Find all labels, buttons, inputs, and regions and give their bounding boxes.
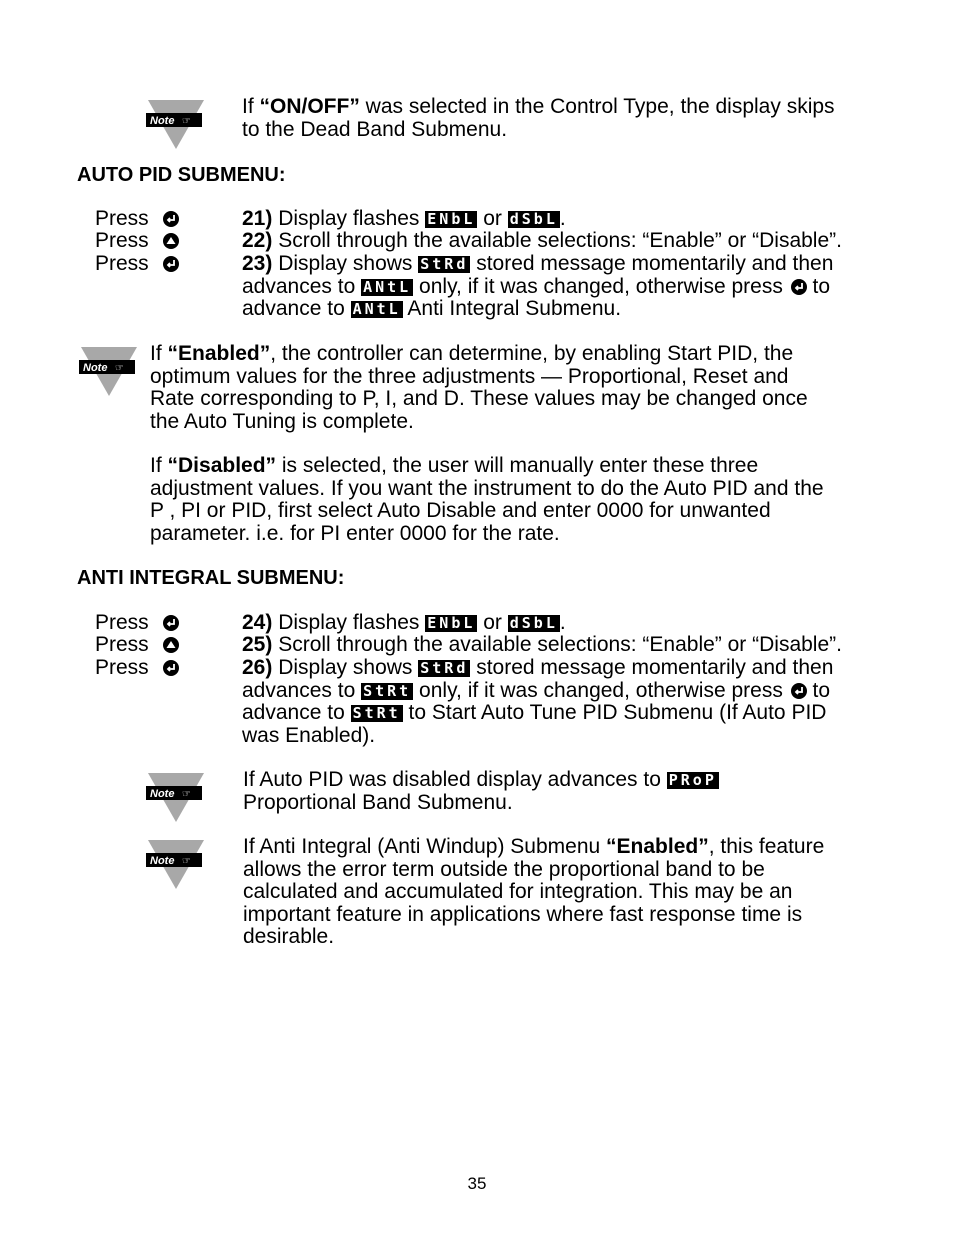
note-text: important feature in applications where fast response time is: [243, 902, 803, 926]
step-23: [242, 253, 892, 321]
lcd-display-antl: ANtL: [363, 277, 412, 296]
auto-pid-heading: AUTO PID SUBMENU:: [77, 164, 286, 186]
note-text: P , PI or PID, first select Auto Disable and enter 0000 for unwanted: [150, 499, 771, 522]
note-top-line1: was selected in the Control Type, the display skips: [359, 95, 835, 118]
step-text: Scroll through the available selections: “Enable” or “Disable”.: [272, 633, 842, 656]
enter-key-icon: [163, 615, 179, 631]
note-top-prefix: If: [242, 95, 260, 118]
step-text: advance to: [242, 701, 351, 724]
press-label: Press: [95, 207, 149, 230]
press-label: Press: [95, 229, 149, 252]
step-text: to: [806, 274, 831, 298]
step-text: Anti Integral Submenu.: [402, 297, 622, 320]
step-text: Display flashes: [272, 207, 426, 230]
enter-key-icon: [791, 683, 807, 699]
lcd-display-dsbl: dSbL: [509, 210, 558, 228]
note-icon: [79, 346, 139, 398]
step-text: to Start Auto Tune PID Submenu (If Auto PID: [402, 701, 827, 724]
step-number: 22): [242, 229, 273, 252]
lcd-display-enbl: ENbL: [427, 210, 476, 228]
step-text: only, if it was changed, otherwise press: [413, 274, 789, 298]
lcd-display-enbl: ENbL: [427, 614, 476, 632]
svg-text:☞: ☞: [182, 116, 191, 127]
lcd-display-strd: StRd: [420, 255, 469, 273]
press-enter-26: [95, 657, 179, 680]
lcd-display-strt: StRt: [363, 681, 412, 700]
lcd-display-prop: PRoP: [668, 771, 717, 789]
step-text: Display shows: [272, 252, 419, 275]
step-26: [242, 657, 892, 747]
press-enter-24: [95, 612, 179, 635]
step-text: Scroll through the available selections: “Enable” or “Disable”.: [272, 229, 842, 252]
lcd-display-antl: ANtL: [352, 300, 401, 318]
press-label: Press: [95, 633, 149, 656]
note-text: the Auto Tuning is complete.: [150, 409, 414, 433]
note-text: Rate corresponding to P, I, and D. These values may be changed once: [150, 387, 808, 410]
note-bold: “Enabled”: [606, 835, 709, 858]
note-text: optimum values for the three adjustments — Proportional, Reset and: [150, 364, 789, 388]
step-number: 21): [242, 207, 273, 230]
press-enter-21: [95, 208, 179, 231]
press-up-22: [95, 230, 179, 253]
lcd-display-strd: StRd: [420, 659, 469, 677]
note-bold: “Enabled”: [167, 342, 271, 365]
note-icon: [146, 99, 206, 151]
step-text: or: [477, 207, 508, 230]
step-text: to: [806, 678, 831, 702]
up-arrow-key-icon: [163, 637, 179, 653]
note-text: If: [150, 342, 168, 365]
svg-text:☞: ☞: [115, 363, 124, 374]
note-text: adjustment values. If you want the instrument to do the Auto PID and the: [150, 476, 824, 500]
step-text: or: [477, 611, 508, 634]
step-text: .: [559, 611, 566, 634]
step-text: advances to: [242, 274, 362, 298]
step-21: [242, 208, 892, 231]
step-text: stored message momentarily and then: [470, 252, 834, 275]
press-up-25: [95, 634, 179, 657]
note-text: If Auto PID was disabled display advances to: [243, 768, 667, 791]
enter-key-icon: [163, 211, 179, 227]
step-25: [242, 634, 892, 657]
step-text: was Enabled).: [242, 723, 376, 747]
press-enter-23: [95, 253, 179, 276]
note-text: Proportional Band Submenu.: [243, 790, 513, 814]
anti-integral-heading: ANTI INTEGRAL SUBMENU:: [77, 567, 345, 589]
step-text: Display shows: [272, 656, 419, 679]
note-top-bold: “ON/OFF”: [259, 95, 360, 118]
step-text: advances to: [242, 678, 362, 702]
step-number: 26): [242, 656, 273, 679]
note-label: Note: [150, 115, 175, 127]
step-text: .: [559, 207, 566, 230]
press-label: Press: [95, 656, 149, 679]
step-text: Display flashes: [272, 611, 426, 634]
note-text: , the controller can determine, by enabling Start PID, the: [270, 342, 794, 365]
note-text: If: [150, 454, 168, 477]
note-top-line2: to the Dead Band Submenu.: [242, 117, 508, 141]
page-number: 35: [467, 1174, 487, 1193]
svg-text:☞: ☞: [182, 856, 191, 867]
lcd-display-dsbl: dSbL: [509, 614, 558, 632]
press-label: Press: [95, 611, 149, 634]
note-label: Note: [150, 788, 175, 800]
note-text: desirable.: [243, 925, 335, 948]
lcd-display-strt: StRt: [352, 704, 401, 722]
step-number: 23): [242, 252, 273, 275]
note-disabled-text: [150, 455, 890, 545]
enter-key-icon: [791, 279, 807, 295]
note-windup-text: [243, 836, 893, 949]
svg-text:☞: ☞: [182, 789, 191, 800]
enter-key-icon: [163, 660, 179, 676]
step-text: advance to: [242, 297, 351, 320]
note-icon: [146, 772, 206, 824]
note-enabled-text: [150, 343, 890, 433]
note-icon: [146, 839, 206, 891]
step-24: [242, 612, 892, 635]
step-number: 25): [242, 633, 273, 656]
note-text: is selected, the user will manually enter these three: [276, 454, 759, 477]
note-top-text: [242, 96, 902, 141]
note-bold: “Disabled”: [167, 454, 277, 477]
note-text: , this feature: [708, 835, 825, 858]
step-number: 24): [242, 611, 273, 634]
note-text: parameter. i.e. for PI enter 0000 for the rate.: [150, 521, 560, 545]
press-label: Press: [95, 252, 149, 275]
enter-key-icon: [163, 256, 179, 272]
note-prop-text: [243, 769, 893, 814]
step-text: only, if it was changed, otherwise press: [413, 678, 789, 702]
note-text: allows the error term outside the proportional band to be: [243, 857, 765, 881]
step-text: stored message momentarily and then: [470, 656, 834, 679]
note-text: If Anti Integral (Anti Windup) Submenu: [243, 835, 607, 858]
note-label: Note: [150, 855, 175, 867]
note-label: Note: [83, 362, 108, 374]
up-arrow-key-icon: [163, 233, 179, 249]
step-22: [242, 230, 892, 253]
note-text: calculated and accumulated for integration. This may be an: [243, 880, 793, 903]
